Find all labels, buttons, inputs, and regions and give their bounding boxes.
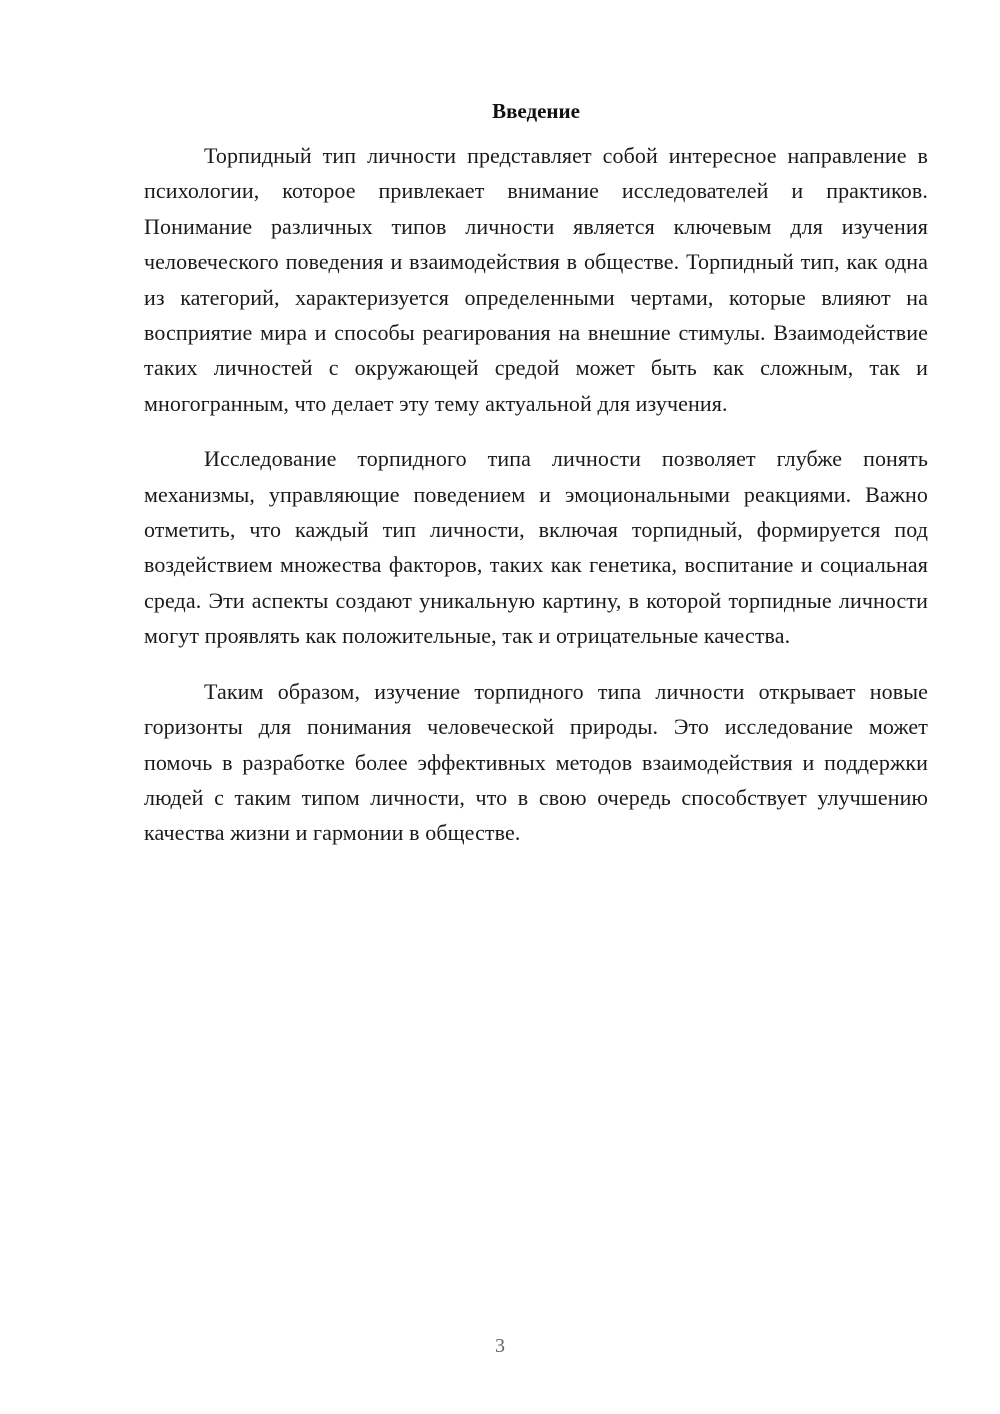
paragraph-3: Таким образом, изучение торпидного типа личности открывает новые горизонты для понимания человеческой природы. Это исследование может помочь в разработке более эффективных методов взаимодействия и поддержки людей с таким типом личности, что в свою очередь способствует улучшению качества жизни и гармонии в обществе. bbox=[144, 678, 928, 846]
paragraph-1: Торпидный тип личности представляет собой интересное направление в психологии, которое привлекает внимание исследователей и практиков. Понимание различных типов личности является ключевым для изучения человеческого поведения и взаимодействия в обществе. Торпидный тип, как одна из категорий, характеризуется определенными чертами, которые влияют на восприятие мира и способы реагирования на внешние стимулы. Взаимодействие таких личностей с окружающей средой может быть как сложным, так и многогранным, что делает эту тему актуальной для изучения. bbox=[144, 143, 928, 416]
page-number: 3 bbox=[495, 1335, 505, 1357]
section-title: Введение bbox=[492, 99, 580, 123]
paragraph-2: Исследование торпидного типа личности позволяет глубже понять механизмы, управляющие поведением и эмоциональными реакциями. Важно отметить, что каждый тип личности, включая торпидный, формируется под воздействием множества факторов, таких как генетика, воспитание и социальная среда. Эти аспекты создают уникальную картину, в которой торпидные личности могут проявлять как положительные, так и отрицательные качества. bbox=[144, 446, 928, 649]
page-content bbox=[144, 96, 928, 871]
